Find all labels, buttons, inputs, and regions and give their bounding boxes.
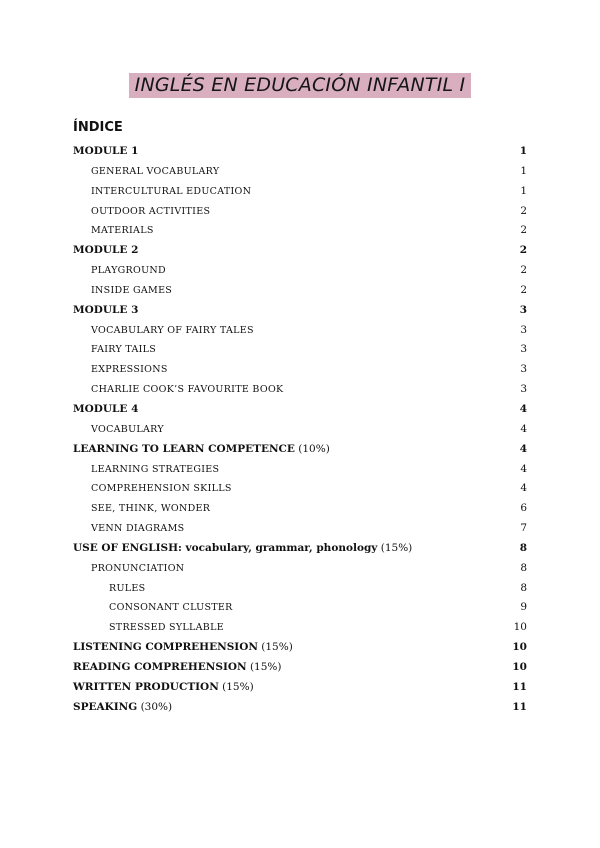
toc-entry[interactable] [73, 420, 527, 440]
toc-entry[interactable] [73, 519, 527, 539]
toc-entry-label [91, 202, 210, 222]
toc-entry-page-number: 4 [519, 402, 527, 415]
toc-entry-label [73, 698, 172, 718]
toc-entry-label [73, 658, 282, 678]
toc-entry-page-number: 3 [519, 303, 527, 316]
toc-entry[interactable] [73, 698, 527, 718]
toc-entry-label [91, 360, 168, 380]
toc-entry[interactable] [73, 142, 527, 162]
toc-entry[interactable] [73, 241, 527, 261]
toc-entry[interactable] [73, 261, 527, 281]
toc-entry[interactable] [73, 380, 527, 400]
toc-entry-title: CONSONANT CLUSTER [109, 602, 233, 614]
toc-entry-title: LEARNING TO LEARN COMPETENCE [73, 442, 295, 455]
toc-entry[interactable] [73, 539, 527, 559]
toc-entry-label [73, 241, 138, 261]
toc-entry-title: PLAYGROUND [91, 265, 166, 277]
document-title: INGLÉS EN EDUCACIÓN INFANTIL I [129, 73, 472, 98]
toc-entry-page-number: 2 [520, 283, 527, 296]
table-of-contents [73, 142, 527, 717]
toc-entry[interactable] [73, 499, 527, 519]
toc-entry-weight: (10%) [294, 442, 330, 455]
toc-entry-title: MODULE 4 [73, 402, 139, 415]
toc-entry-page-number: 2 [520, 204, 527, 217]
toc-entry-title: CHARLIE COOK’S FAVOURITE BOOK [91, 384, 284, 396]
toc-entry-label [73, 142, 138, 162]
toc-entry-page-number: 1 [519, 145, 527, 157]
toc-entry-title: SEE, THINK, WONDER [91, 503, 211, 515]
toc-entry-title: MODULE 2 [73, 244, 139, 257]
toc-entry-weight: (15%) [246, 660, 282, 673]
toc-entry[interactable] [73, 221, 527, 241]
toc-entry-weight: (30%) [137, 700, 173, 713]
toc-entry-title: USE OF ENGLISH: vocabulary, grammar, phonology [73, 541, 378, 554]
toc-entry-label [91, 519, 184, 539]
toc-entry-label [91, 281, 172, 301]
toc-entry[interactable] [73, 321, 527, 341]
toc-entry-label [91, 420, 164, 440]
toc-entry[interactable] [73, 182, 527, 202]
toc-entry-page-number: 4 [520, 482, 527, 495]
toc-entry-page-number: 3 [520, 383, 527, 396]
toc-entry-page-number: 6 [520, 502, 527, 515]
toc-entry-page-number: 2 [519, 244, 527, 257]
toc-entry-page-number: 11 [512, 700, 527, 713]
toc-entry-title: FAIRY TAILS [91, 344, 157, 356]
toc-entry-title: INSIDE GAMES [91, 284, 173, 296]
toc-entry-label [73, 440, 330, 460]
toc-entry-label [91, 380, 283, 400]
toc-entry-title: EXPRESSIONS [91, 364, 168, 376]
toc-entry[interactable] [73, 579, 527, 599]
toc-entry-title: WRITTEN PRODUCTION [73, 680, 219, 693]
toc-entry-label [91, 340, 156, 360]
toc-entry-page-number: 4 [520, 422, 527, 435]
toc-entry[interactable] [73, 360, 527, 380]
index-heading: ÍNDICE [73, 120, 123, 135]
toc-entry-page-number: 3 [520, 363, 527, 376]
toc-entry[interactable] [73, 440, 527, 460]
toc-entry[interactable] [73, 618, 527, 638]
toc-entry-title: COMPREHENSION SKILLS [91, 483, 232, 495]
toc-entry-label [73, 678, 254, 698]
toc-entry-title: MODULE 1 [73, 145, 139, 157]
toc-entry-label [91, 221, 154, 241]
toc-entry[interactable] [73, 400, 527, 420]
toc-entry-page-number: 3 [520, 323, 527, 336]
toc-entry-title: LISTENING COMPREHENSION [73, 641, 258, 654]
toc-entry-label [91, 321, 254, 341]
toc-entry-label [73, 638, 293, 658]
toc-entry-title: RULES [109, 582, 146, 594]
toc-entry[interactable] [73, 202, 527, 222]
toc-entry-page-number: 8 [520, 561, 527, 574]
toc-entry-label [91, 162, 219, 182]
toc-entry-label [91, 499, 210, 519]
toc-entry-page-number: 8 [520, 581, 527, 594]
toc-entry-title: PRONUNCIATION [91, 562, 185, 574]
toc-entry[interactable] [73, 598, 527, 618]
toc-entry-label [109, 579, 145, 599]
toc-entry-page-number: 11 [512, 680, 527, 693]
toc-entry-title: INTERCULTURAL EDUCATION [91, 185, 252, 197]
toc-entry[interactable] [73, 301, 527, 321]
toc-entry[interactable] [73, 678, 527, 698]
toc-entry[interactable] [73, 281, 527, 301]
toc-entry[interactable] [73, 340, 527, 360]
toc-entry-page-number: 4 [520, 462, 527, 475]
toc-entry-title: SPEAKING [73, 700, 138, 713]
toc-entry-title: STRESSED SYLLABLE [109, 622, 224, 634]
toc-entry-page-number: 10 [512, 641, 527, 654]
title-block [0, 73, 600, 98]
toc-entry-title: MATERIALS [91, 225, 154, 237]
toc-entry-weight: (15%) [377, 541, 413, 554]
toc-entry-page-number: 10 [512, 660, 527, 673]
toc-entry-label [109, 598, 233, 618]
toc-entry-page-number: 7 [520, 522, 527, 535]
toc-entry-title: MODULE 3 [73, 303, 139, 316]
toc-entry-page-number: 4 [519, 442, 527, 455]
toc-entry-title: LEARNING STRATEGIES [91, 463, 220, 475]
toc-entry-page-number: 2 [520, 224, 527, 237]
toc-entry-page-number: 3 [520, 343, 527, 356]
toc-entry-title: OUTDOOR ACTIVITIES [91, 205, 211, 217]
toc-entry-label [109, 618, 224, 638]
toc-entry[interactable] [73, 479, 527, 499]
toc-entry-label [91, 559, 184, 579]
toc-entry-page-number: 8 [519, 541, 527, 554]
toc-entry-label [91, 261, 166, 281]
toc-entry-title: READING COMPREHENSION [73, 660, 247, 673]
toc-entry-page-number: 1 [520, 184, 527, 197]
toc-entry-label [91, 479, 232, 499]
toc-entry-title: GENERAL VOCABULARY [91, 165, 220, 177]
toc-entry[interactable] [73, 460, 527, 480]
toc-entry-label [73, 539, 412, 559]
toc-entry-weight: (15%) [257, 641, 293, 654]
toc-entry[interactable] [73, 559, 527, 579]
toc-entry-title: VENN DIAGRAMS [91, 523, 185, 535]
toc-entry[interactable] [73, 162, 527, 182]
toc-entry[interactable] [73, 638, 527, 658]
toc-entry-label [91, 460, 219, 480]
toc-entry-label [91, 182, 251, 202]
toc-entry-label [73, 400, 138, 420]
toc-entry-title: VOCABULARY [91, 423, 164, 435]
toc-entry[interactable] [73, 658, 527, 678]
toc-entry-page-number: 9 [520, 601, 527, 614]
toc-entry-page-number: 10 [513, 621, 527, 634]
toc-entry-label [73, 301, 138, 321]
toc-entry-page-number: 1 [520, 164, 527, 177]
toc-entry-weight: (15%) [218, 680, 254, 693]
toc-entry-page-number: 2 [520, 264, 527, 277]
toc-entry-title: VOCABULARY OF FAIRY TALES [91, 324, 254, 336]
